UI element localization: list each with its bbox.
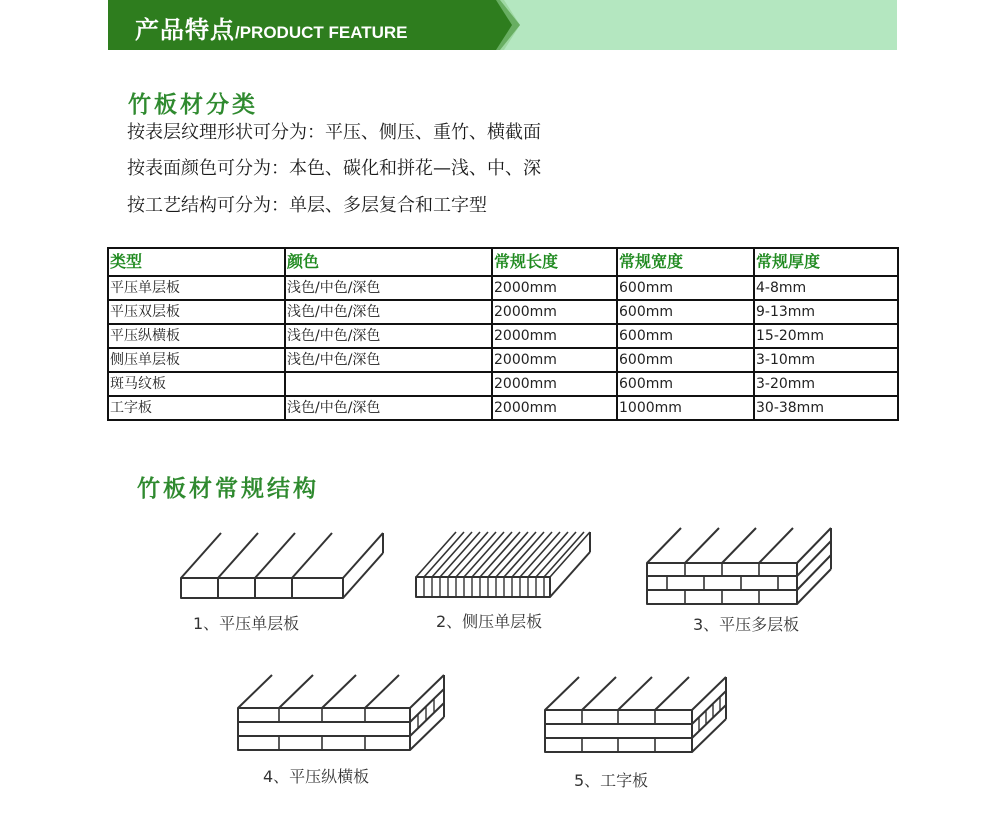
header-thickness: 常规厚度 — [754, 248, 898, 276]
cell-thickness: 4-8mm — [754, 276, 898, 300]
table-row — [108, 348, 898, 372]
cell-color: 浅色/中色/深色 — [285, 396, 492, 420]
caption-flat-cross-layer: 4、平压纵横板 — [263, 767, 370, 786]
cell-color: 浅色/中色/深色 — [285, 300, 492, 324]
cell-length: 2000mm — [492, 324, 617, 348]
cell-length: 2000mm — [492, 396, 617, 420]
cell-length: 2000mm — [492, 348, 617, 372]
cell-color: 浅色/中色/深色 — [285, 348, 492, 372]
caption-i-beam-board: 5、工字板 — [574, 771, 649, 790]
header-width: 常规宽度 — [617, 248, 754, 276]
cell-length: 2000mm — [492, 300, 617, 324]
cell-width: 600mm — [617, 300, 754, 324]
cell-width: 600mm — [617, 276, 754, 300]
header-type: 类型 — [108, 248, 285, 276]
cell-width: 600mm — [617, 348, 754, 372]
cell-thickness: 30-38mm — [754, 396, 898, 420]
caption-flat-multi-layer: 3、平压多层板 — [693, 615, 800, 634]
cell-width: 600mm — [617, 372, 754, 396]
cell-color: 浅色/中色/深色 — [285, 324, 492, 348]
feature-banner — [108, 0, 897, 50]
caption-side-single-layer: 2、侧压单层板 — [436, 612, 543, 631]
cell-color: 浅色/中色/深色 — [285, 276, 492, 300]
cell-thickness: 3-20mm — [754, 372, 898, 396]
cell-length: 2000mm — [492, 276, 617, 300]
cell-type: 工字板 — [108, 396, 285, 420]
header-length: 常规长度 — [492, 248, 617, 276]
cell-type: 侧压单层板 — [108, 348, 285, 372]
table-row — [108, 372, 898, 396]
banner-title-en: /PRODUCT FEATURE — [235, 23, 408, 42]
cell-width: 600mm — [617, 324, 754, 348]
cell-width: 1000mm — [617, 396, 754, 420]
diagram-i-beam-board — [545, 677, 726, 752]
cell-type: 斑马纹板 — [108, 372, 285, 396]
table-row — [108, 300, 898, 324]
cell-thickness: 9-13mm — [754, 300, 898, 324]
cell-type: 平压纵横板 — [108, 324, 285, 348]
table-row — [108, 396, 898, 420]
caption-flat-single-layer: 1、平压单层板 — [193, 614, 300, 633]
structure-diagrams — [0, 490, 1007, 816]
diagram-side-single-layer — [416, 532, 590, 597]
cell-type: 平压双层板 — [108, 300, 285, 324]
classification-title: 竹板材分类 — [128, 91, 258, 118]
table-row — [108, 324, 898, 348]
cell-type: 平压单层板 — [108, 276, 285, 300]
cell-color — [285, 372, 492, 396]
header-color: 颜色 — [285, 248, 492, 276]
cell-thickness: 3-10mm — [754, 348, 898, 372]
cell-length: 2000mm — [492, 372, 617, 396]
structure-title: 竹板材常规结构 — [137, 475, 319, 502]
cell-thickness: 15-20mm — [754, 324, 898, 348]
diagram-flat-multi-layer — [647, 528, 831, 604]
banner-title-cn: 产品特点 — [135, 16, 235, 44]
spec-table — [107, 247, 899, 421]
diagram-flat-single-layer — [181, 533, 383, 598]
banner-title — [135, 10, 408, 45]
banner-tab — [108, 0, 520, 50]
classification-line-color: 按表面颜色可分为：本色、碳化和拼花—浅、中、深 — [127, 158, 541, 179]
table-header-row — [108, 248, 898, 276]
table-row — [108, 276, 898, 300]
classification-line-texture: 按表层纹理形状可分为：平压、侧压、重竹、横截面 — [127, 122, 541, 143]
diagram-flat-cross-layer — [238, 675, 444, 750]
classification-line-structure: 按工艺结构可分为：单层、多层复合和工字型 — [127, 195, 487, 216]
